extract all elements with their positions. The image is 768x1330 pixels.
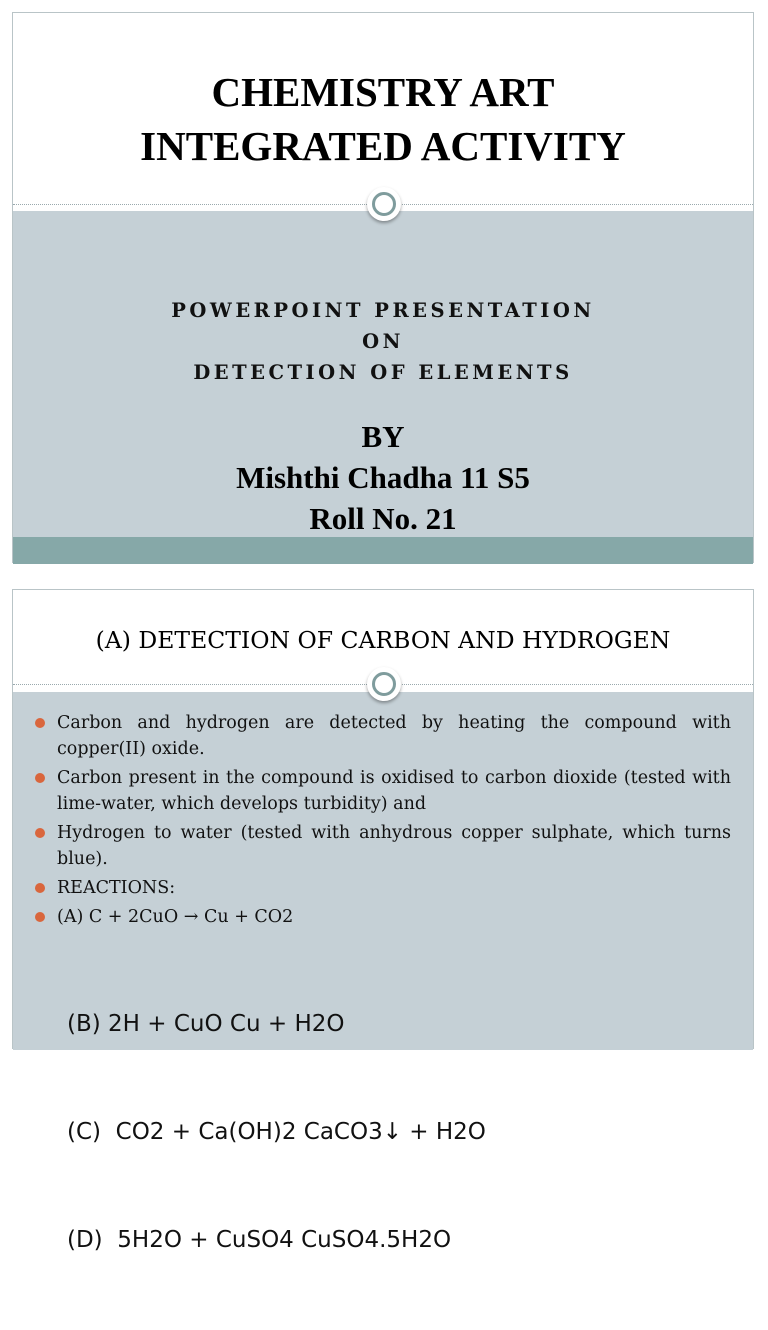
ring-ornament-icon — [367, 187, 401, 221]
bullet-item: Carbon present in the compound is oxidised to carbon dioxide (tested with lime-water, which develops turbidity) and — [57, 765, 731, 817]
bullet-item: Hydrogen to water (tested with anhydrous copper sulphate, which turns blue). — [57, 820, 731, 872]
bottom-bar — [13, 537, 753, 564]
ring-ornament-icon — [367, 667, 401, 701]
byline-author: Mishthi Chadha 11 S5 — [236, 460, 530, 495]
main-title-line-2: INTEGRATED ACTIVITY — [140, 123, 626, 169]
bullet-list — [57, 710, 731, 933]
subtitle — [13, 295, 753, 388]
title-slide — [12, 12, 754, 563]
content-slide — [12, 589, 754, 1253]
subtitle-line-2: ON — [362, 330, 404, 353]
bullet-item: REACTIONS: — [57, 875, 731, 901]
subtitle-line-1: POWERPOINT PRESENTATION — [171, 299, 595, 322]
byline-by: BY — [361, 419, 405, 454]
reaction-item: (B) 2H + CuO Cu + H2O — [67, 1011, 345, 1037]
reaction-item: (D) 5H2O + CuSO4 CuSO4.5H2O — [67, 1227, 452, 1253]
subtitle-line-3: DETECTION OF ELEMENTS — [193, 361, 573, 384]
bullet-item: Carbon and hydrogen are detected by heating the compound with copper(II) oxide. — [57, 710, 731, 762]
reaction-list — [67, 934, 486, 1330]
slide-title: (A) DETECTION OF CARBON AND HYDROGEN — [95, 626, 671, 654]
byline-roll: Roll No. 21 — [309, 501, 457, 536]
bullet-item: (A) C + 2CuO → Cu + CO2 — [57, 904, 731, 930]
byline — [13, 416, 753, 539]
main-title — [13, 65, 753, 173]
reaction-item: (C) CO2 + Ca(OH)2 CaCO3↓ + H2O — [67, 1119, 486, 1145]
main-title-line-1: CHEMISTRY ART — [211, 69, 555, 115]
